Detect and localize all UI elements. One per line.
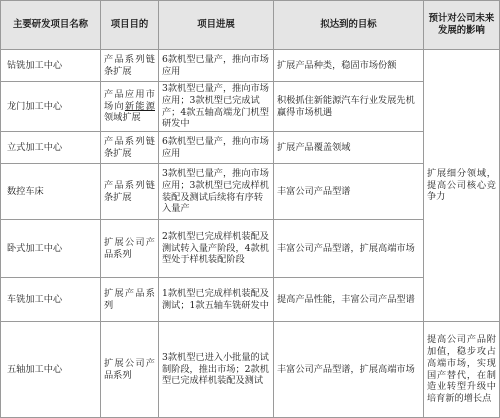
project-name: 五轴加工中心 bbox=[1, 322, 101, 418]
project-purpose: 扩展公司产品系列 bbox=[101, 322, 159, 418]
purpose-text: 产品应用市场向 bbox=[104, 88, 155, 112]
project-name: 车铣加工中心 bbox=[1, 278, 101, 322]
purpose-text: 领域扩展 bbox=[104, 112, 141, 124]
project-purpose: 产品系列链条扩展 bbox=[101, 132, 159, 164]
project-purpose: 产品系列链条扩展 bbox=[101, 50, 159, 82]
table-row bbox=[1, 50, 500, 82]
header-project-progress: 项目进展 bbox=[159, 1, 274, 50]
project-progress: 3款机型已量产，推向市场应用；3款机型已完成试产；4款五轴高端龙门机型研发中 bbox=[159, 82, 274, 132]
project-progress: 1款机型已完成样机装配及测试；1款五轴车铣研发中 bbox=[159, 278, 274, 322]
header-project-purpose: 项目目的 bbox=[101, 1, 159, 50]
project-purpose: 产品系列链条扩展 bbox=[101, 164, 159, 220]
project-name: 立式加工中心 bbox=[1, 132, 101, 164]
project-goal: 丰富公司产品型谱 bbox=[274, 164, 424, 220]
table-header-row bbox=[1, 1, 500, 50]
impact-group-2: 提高公司产品附加值，稳步攻占高端市场，实现国产替代，在制造业转型升级中培育新的增长点 bbox=[424, 322, 500, 418]
project-purpose: 扩展产品系列 bbox=[101, 278, 159, 322]
project-name: 数控车床 bbox=[1, 164, 101, 220]
project-progress: 6款机型已量产，推向市场应用 bbox=[159, 50, 274, 82]
project-progress: 2款机型已完成样机装配及测试转入量产阶段，4款机型处于样机装配阶段 bbox=[159, 220, 274, 278]
project-progress: 3款机型已进入小批量的试制阶段，推出市场；2款机型已完成样机装配及测试 bbox=[159, 322, 274, 418]
project-goal: 积极抓住新能源汽车行业发展先机赢得市场机遇 bbox=[274, 82, 424, 132]
project-progress: 6款机型已量产，推向市场应用 bbox=[159, 132, 274, 164]
project-goal: 丰富公司产品型谱，扩展高端市场 bbox=[274, 322, 424, 418]
impact-group-1: 扩展细分领域，提高公司核心竞争力 bbox=[424, 50, 500, 322]
project-goal: 扩展产品种类，稳固市场份额 bbox=[274, 50, 424, 82]
header-project-name: 主要研发项目名称 bbox=[1, 1, 101, 50]
project-name: 钻铣加工中心 bbox=[1, 50, 101, 82]
project-goal: 扩展产品覆盖领域 bbox=[274, 132, 424, 164]
header-target-goal: 拟达到的目标 bbox=[274, 1, 424, 50]
project-purpose: 扩展公司产品系列 bbox=[101, 220, 159, 278]
project-name: 龙门加工中心 bbox=[1, 82, 101, 132]
header-future-impact: 预计对公司未来发展的影响 bbox=[424, 1, 500, 50]
table-row bbox=[1, 322, 500, 418]
project-goal: 丰富公司产品型谱，扩展高端市场 bbox=[274, 220, 424, 278]
project-name: 卧式加工中心 bbox=[1, 220, 101, 278]
project-goal: 提高产品性能，丰富公司产品型谱 bbox=[274, 278, 424, 322]
project-progress: 3款机型已量产，推向市场应用；3款机型已完成样机装配及测试后续将有序转入量产 bbox=[159, 164, 274, 220]
purpose-underlined-text: 新能源 bbox=[124, 100, 155, 112]
project-purpose bbox=[101, 82, 159, 132]
